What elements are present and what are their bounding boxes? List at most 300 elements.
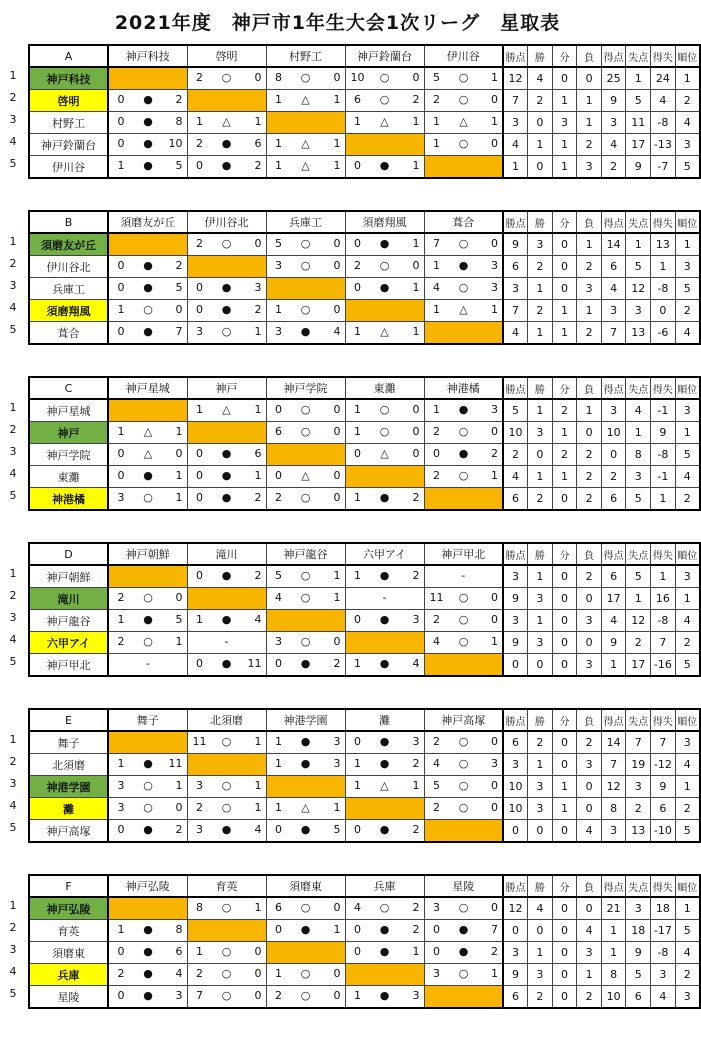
stat-cell: 0 [552, 942, 577, 964]
score-against: 1 [333, 923, 341, 936]
stat-cell: 3 [626, 300, 651, 322]
stat-cell: 3 [528, 798, 553, 820]
result-mark: ○ [221, 989, 232, 1002]
stat-cell: 12 [626, 610, 651, 632]
result-mark: ● [143, 137, 153, 150]
row-number: 1 [9, 733, 17, 746]
score-against: 0 [254, 71, 262, 84]
stat-cell: -10 [651, 820, 676, 843]
result-mark: ● [143, 93, 153, 106]
result-mark: ● [143, 159, 153, 172]
no-result: - [461, 569, 466, 582]
team-name: 神戸龍谷 [29, 610, 108, 632]
score-for: 3 [433, 967, 440, 980]
score-against: 1 [175, 491, 183, 504]
row-number: 1 [9, 899, 17, 912]
stat-cell: 10 [503, 776, 528, 798]
team-row [29, 278, 700, 300]
stat-cell: 3 [528, 588, 553, 610]
group-d [0, 542, 698, 708]
stat-cell: 5 [675, 920, 700, 942]
score-for: 1 [433, 259, 440, 272]
result-mark: ○ [300, 259, 311, 272]
stat-cell: 16 [651, 588, 676, 610]
stat-cell: 9 [503, 964, 528, 986]
column-team-header: 灘 [345, 709, 424, 731]
stat-header: 得点 [601, 543, 626, 565]
stat-cell: 0 [577, 798, 602, 820]
stat-cell: 3 [528, 233, 553, 256]
score-against: 3 [175, 989, 183, 1002]
stat-cell: 4 [675, 610, 700, 632]
row-number: 2 [9, 257, 17, 270]
score-for: 1 [117, 923, 125, 936]
score-against: 1 [412, 159, 420, 172]
stat-cell: 1 [675, 233, 700, 256]
match-cell [108, 134, 187, 156]
stat-cell: 1 [577, 399, 602, 422]
score-for: 3 [117, 801, 125, 814]
score-for: 1 [354, 779, 361, 792]
score-against: 3 [491, 757, 498, 770]
stat-cell: 0 [528, 444, 553, 466]
stat-cell: 0 [577, 776, 602, 798]
stat-cell: 1 [528, 754, 553, 776]
stat-cell: 2 [626, 632, 651, 654]
self-cell [108, 565, 187, 588]
stat-cell: 0 [552, 565, 577, 588]
score-for: 3 [196, 823, 203, 836]
stat-header: 勝 [528, 709, 553, 731]
score-against: 11 [247, 657, 262, 670]
score-against: 0 [333, 425, 341, 438]
team-row [29, 632, 700, 654]
score-for: 4 [275, 591, 282, 604]
result-mark: ○ [300, 303, 311, 316]
stat-cell: 12 [626, 278, 651, 300]
team-row [29, 588, 700, 610]
stat-header: 勝点 [503, 377, 528, 399]
score-against: 2 [412, 901, 420, 914]
result-mark: ● [143, 823, 153, 836]
result-mark: ○ [458, 425, 469, 438]
score-against: 1 [254, 901, 262, 914]
match-cell [266, 488, 345, 511]
match-cell [424, 610, 503, 632]
match-cell [345, 986, 424, 1009]
row-number: 5 [9, 157, 17, 170]
stat-cell: 5 [675, 654, 700, 677]
row-number: 5 [9, 323, 17, 336]
score-for: 0 [275, 469, 282, 482]
stat-cell: 1 [675, 67, 700, 90]
row-number: 3 [9, 777, 17, 790]
stat-cell: 4 [503, 134, 528, 156]
stat-cell: 3 [601, 399, 626, 422]
stat-cell: 12 [503, 897, 528, 920]
team-name: 須磨友が丘 [29, 233, 108, 256]
result-mark: ● [221, 159, 232, 172]
group-f [0, 874, 698, 1040]
stat-cell: 0 [552, 256, 577, 278]
stat-cell: 3 [577, 654, 602, 677]
match-cell [424, 466, 503, 488]
team-name: 神戸朝鮮 [29, 565, 108, 588]
stat-cell: -8 [651, 278, 676, 300]
stat-cell: 0 [552, 964, 577, 986]
score-against: 0 [254, 945, 262, 958]
team-name: 神戸甲北 [29, 654, 108, 677]
stat-cell: 0 [528, 156, 553, 179]
stat-cell: 0 [552, 754, 577, 776]
team-name: 神戸高塚 [29, 820, 108, 843]
score-against: 0 [175, 801, 183, 814]
row-number: 4 [9, 965, 17, 978]
stat-cell: 0 [528, 920, 553, 942]
score-against: 1 [175, 635, 183, 648]
score-for: 1 [196, 403, 203, 416]
match-cell [187, 67, 266, 90]
stat-cell: 0 [552, 820, 577, 843]
score-against: 1 [333, 569, 341, 582]
stat-cell: 3 [503, 610, 528, 632]
score-for: 2 [117, 967, 125, 980]
result-mark: △ [459, 115, 468, 128]
stat-cell: 0 [552, 67, 577, 90]
match-cell [187, 964, 266, 986]
match-cell [424, 798, 503, 820]
stat-cell: 9 [626, 156, 651, 179]
stat-cell: 0 [503, 920, 528, 942]
stat-header: 負 [577, 543, 602, 565]
result-mark: ○ [300, 989, 311, 1002]
row-number: 3 [9, 113, 17, 126]
header-row [29, 377, 700, 399]
stat-cell: 1 [675, 588, 700, 610]
result-mark: △ [380, 115, 389, 128]
score-against: 0 [175, 591, 183, 604]
stat-cell: 3 [626, 897, 651, 920]
match-cell [345, 565, 424, 588]
stat-header: 失点 [626, 543, 651, 565]
team-row [29, 300, 700, 322]
stat-cell: 3 [577, 754, 602, 776]
league-table [28, 874, 701, 1009]
row-number: 2 [9, 755, 17, 768]
stat-cell: 3 [675, 134, 700, 156]
stat-header: 分 [552, 211, 577, 233]
result-mark: ○ [300, 403, 311, 416]
score-for: 4 [433, 635, 440, 648]
result-mark: ● [143, 923, 153, 936]
self-cell [345, 134, 424, 156]
team-row [29, 256, 700, 278]
stat-cell: 3 [675, 986, 700, 1009]
self-cell [108, 233, 187, 256]
score-for: 4 [433, 281, 440, 294]
match-cell [187, 322, 266, 345]
score-against: 3 [491, 403, 498, 416]
team-name: 北須磨 [29, 754, 108, 776]
match-cell [266, 134, 345, 156]
stat-cell: 0 [552, 920, 577, 942]
result-mark: ○ [143, 635, 153, 648]
result-mark: ● [143, 469, 153, 482]
stat-cell: 0 [503, 820, 528, 843]
stat-cell: 3 [601, 300, 626, 322]
match-cell [266, 156, 345, 179]
score-for: 1 [354, 657, 361, 670]
self-cell [424, 986, 503, 1009]
score-against: 1 [333, 159, 341, 172]
match-cell [424, 112, 503, 134]
score-against: 1 [491, 71, 498, 84]
stat-cell: 5 [675, 278, 700, 300]
score-against: 8 [175, 115, 183, 128]
stat-cell: 2 [577, 731, 602, 754]
group-label: F [29, 875, 108, 897]
score-against: 2 [412, 93, 420, 106]
stat-cell: 1 [552, 90, 577, 112]
match-cell [424, 67, 503, 90]
self-cell [424, 654, 503, 677]
stat-cell: 25 [601, 67, 626, 90]
score-for: 1 [433, 403, 440, 416]
stat-cell: 1 [577, 300, 602, 322]
stat-cell: 2 [675, 300, 700, 322]
stat-cell: 4 [577, 820, 602, 843]
team-name: 滝川 [29, 588, 108, 610]
match-cell [424, 897, 503, 920]
result-mark: △ [380, 779, 389, 792]
result-mark: ○ [300, 237, 311, 250]
result-mark: ● [379, 281, 390, 294]
score-against: 4 [175, 967, 183, 980]
match-cell [187, 632, 266, 654]
stat-cell: 0 [552, 654, 577, 677]
match-cell [187, 565, 266, 588]
stat-header: 得失 [651, 543, 676, 565]
score-for: 1 [196, 115, 203, 128]
result-mark: ● [300, 823, 311, 836]
self-cell [108, 897, 187, 920]
score-against: 3 [412, 613, 420, 626]
stat-cell: 5 [626, 964, 651, 986]
self-cell [266, 776, 345, 798]
stat-cell: 2 [675, 964, 700, 986]
stat-cell: 17 [626, 654, 651, 677]
score-for: 2 [433, 735, 440, 748]
column-team-header: 滝川 [187, 543, 266, 565]
result-mark: △ [143, 447, 153, 460]
score-for: 5 [275, 569, 282, 582]
score-against: 2 [254, 569, 262, 582]
team-name: 神港学園 [29, 776, 108, 798]
result-mark: ● [143, 613, 153, 626]
team-row [29, 776, 700, 798]
match-cell [424, 256, 503, 278]
group-label: C [29, 377, 108, 399]
result-mark: ● [379, 989, 390, 1002]
self-cell [266, 112, 345, 134]
row-number: 3 [9, 611, 17, 624]
match-cell [266, 300, 345, 322]
stat-cell: 8 [601, 964, 626, 986]
stat-cell: 5 [626, 90, 651, 112]
score-against: 6 [175, 945, 183, 958]
stat-cell: 21 [601, 897, 626, 920]
row-number: 1 [9, 235, 17, 248]
score-for: 1 [117, 159, 125, 172]
match-cell [108, 776, 187, 798]
result-mark: ● [458, 945, 469, 958]
stat-cell: 0 [552, 632, 577, 654]
stat-cell: 13 [626, 820, 651, 843]
result-mark: ○ [458, 635, 469, 648]
match-cell [345, 233, 424, 256]
score-for: 1 [354, 491, 361, 504]
stat-header: 分 [552, 45, 577, 67]
stat-cell: 0 [552, 278, 577, 300]
result-mark: ● [143, 325, 153, 338]
result-mark: ● [379, 823, 390, 836]
stat-cell: 4 [626, 399, 651, 422]
score-for: 8 [196, 901, 203, 914]
stat-cell: 2 [577, 565, 602, 588]
score-against: 1 [412, 237, 420, 250]
score-against: 0 [412, 259, 420, 272]
stat-header: 得失 [651, 211, 676, 233]
score-against: 1 [175, 469, 183, 482]
stat-cell: 2 [601, 466, 626, 488]
match-cell [108, 632, 187, 654]
result-mark: ○ [143, 303, 153, 316]
score-for: 1 [433, 137, 440, 150]
stat-cell: 7 [626, 731, 651, 754]
match-cell [108, 112, 187, 134]
score-for: 0 [196, 469, 203, 482]
match-cell [345, 444, 424, 466]
score-against: 1 [254, 801, 262, 814]
match-cell [345, 731, 424, 754]
result-mark: ○ [143, 801, 153, 814]
self-cell [345, 964, 424, 986]
stat-cell: 1 [651, 488, 676, 511]
result-mark: ○ [300, 569, 311, 582]
stat-header: 勝点 [503, 543, 528, 565]
result-mark: ○ [458, 137, 469, 150]
match-cell [266, 322, 345, 345]
stat-header: 勝点 [503, 211, 528, 233]
result-mark: ○ [221, 801, 232, 814]
stat-cell: 7 [503, 300, 528, 322]
column-team-header: 兵庫 [345, 875, 424, 897]
result-mark: ○ [379, 71, 390, 84]
match-cell [108, 920, 187, 942]
score-against: 3 [333, 757, 341, 770]
stat-cell: 1 [528, 278, 553, 300]
score-against: 3 [333, 735, 341, 748]
match-cell [187, 986, 266, 1009]
score-against: 0 [412, 71, 420, 84]
stat-cell: 1 [675, 422, 700, 444]
stat-cell: 4 [528, 897, 553, 920]
result-mark: ○ [458, 469, 469, 482]
score-against: 2 [412, 757, 420, 770]
score-against: 7 [175, 325, 183, 338]
stat-header: 得点 [601, 377, 626, 399]
score-for: 2 [354, 259, 361, 272]
column-team-header: 伊川谷北 [187, 211, 266, 233]
column-team-header: 神戸鈴蘭台 [345, 45, 424, 67]
score-for: 11 [192, 735, 207, 748]
stat-cell: 2 [552, 444, 577, 466]
match-cell [266, 897, 345, 920]
match-cell [108, 610, 187, 632]
result-mark: ● [143, 115, 153, 128]
match-cell [345, 488, 424, 511]
match-cell [266, 565, 345, 588]
stat-cell: 3 [577, 156, 602, 179]
stat-cell: 1 [552, 422, 577, 444]
stat-cell: 1 [528, 399, 553, 422]
result-mark: ● [379, 757, 390, 770]
score-for: 1 [275, 93, 282, 106]
result-mark: ○ [458, 735, 469, 748]
stat-header: 勝点 [503, 709, 528, 731]
no-result: - [224, 635, 229, 648]
score-against: 1 [412, 115, 420, 128]
result-mark: △ [301, 469, 310, 482]
score-for: 0 [117, 115, 125, 128]
result-mark: ○ [143, 591, 153, 604]
result-mark: ● [221, 491, 232, 504]
stat-cell: 3 [528, 422, 553, 444]
score-against: 4 [412, 657, 420, 670]
column-team-header: 神戸学院 [266, 377, 345, 399]
self-cell [424, 488, 503, 511]
stat-cell: 3 [651, 964, 676, 986]
team-row [29, 942, 700, 964]
score-for: 2 [433, 613, 440, 626]
result-mark: ● [143, 989, 153, 1002]
score-against: 2 [491, 447, 498, 460]
stat-cell: 2 [528, 731, 553, 754]
score-against: 1 [333, 591, 341, 604]
match-cell [424, 90, 503, 112]
stat-header: 順位 [675, 45, 700, 67]
stat-cell: 8 [601, 798, 626, 820]
header-row [29, 211, 700, 233]
match-cell [108, 300, 187, 322]
result-mark: ○ [458, 801, 469, 814]
stat-header: 分 [552, 377, 577, 399]
stat-cell: 2 [528, 300, 553, 322]
score-for: 0 [117, 325, 125, 338]
team-name: 神戸学院 [29, 444, 108, 466]
match-cell [187, 466, 266, 488]
group-b [0, 210, 698, 376]
result-mark: ○ [221, 901, 232, 914]
stat-cell: 1 [552, 466, 577, 488]
column-team-header: 星陵 [424, 875, 503, 897]
stat-cell: 7 [503, 90, 528, 112]
league-table [28, 708, 701, 843]
stat-cell: 3 [601, 112, 626, 134]
score-for: 5 [433, 779, 440, 792]
stat-cell: 10 [503, 422, 528, 444]
stat-cell: 3 [626, 466, 651, 488]
